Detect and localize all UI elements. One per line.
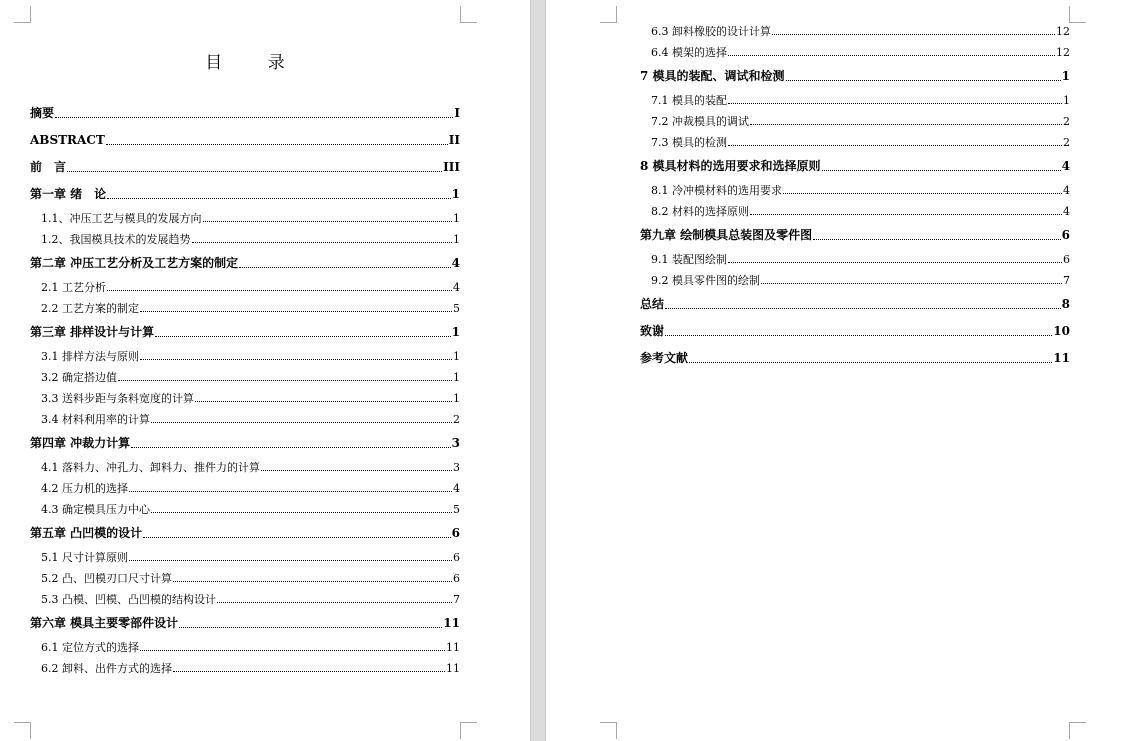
toc-dot-leader: [728, 261, 1062, 263]
toc-page-number: 1: [451, 325, 460, 339]
toc-dot-leader: [107, 197, 450, 199]
toc-page-number: 1: [453, 233, 460, 246]
toc-dot-leader: [151, 421, 452, 423]
toc-page-number: 8: [1061, 297, 1070, 311]
toc-entry-section[interactable]: [30, 637, 460, 658]
toc-entry-label: 第六章 模具主要零部件设计: [30, 616, 179, 630]
toc-dot-leader: [131, 446, 450, 448]
toc-page-number: 1: [453, 212, 460, 225]
toc-entry-label: 7.1 模具的装配: [651, 94, 727, 107]
toc-page-number: 6: [453, 572, 460, 585]
toc-dot-leader: [813, 238, 1060, 240]
toc-dot-leader: [118, 379, 452, 381]
toc-dot-leader: [140, 310, 452, 312]
toc-page-number: 2: [1063, 136, 1070, 149]
toc-dot-leader: [67, 170, 442, 172]
toc-dot-leader: [750, 213, 1062, 215]
toc-page-number: 1: [453, 371, 460, 384]
toc-page-number: 1: [1063, 94, 1070, 107]
document-page-right: [546, 0, 1121, 741]
toc-title: 目 录: [205, 53, 305, 73]
toc-page-number: 1: [453, 350, 460, 363]
toc-entry-chapter[interactable]: [30, 100, 460, 127]
toc-entry-label: 总结: [640, 297, 665, 311]
toc-list-right: [640, 21, 1070, 372]
toc-page-number: 2: [453, 413, 460, 426]
toc-entry-label: 第二章 冲压工艺分析及工艺方案的制定: [30, 256, 239, 270]
toc-dot-leader: [143, 536, 450, 538]
toc-entry-label: 7.2 冲裁模具的调试: [651, 115, 749, 128]
toc-entry-label: 2.2 工艺方案的制定: [41, 302, 139, 315]
toc-dot-leader: [173, 670, 445, 672]
page-corner-mark: [460, 6, 477, 23]
toc-entry-chapter[interactable]: [30, 250, 460, 277]
toc-page-number: 11: [446, 641, 460, 654]
toc-entry-section[interactable]: [30, 499, 460, 520]
toc-entry-chapter[interactable]: [30, 520, 460, 547]
page-corner-mark: [460, 722, 477, 739]
toc-entry-label: 摘要: [30, 106, 55, 120]
toc-page-number: 10: [1053, 324, 1070, 338]
toc-entry-chapter[interactable]: [30, 319, 460, 346]
toc-entry-section[interactable]: [30, 367, 460, 388]
toc-page-number: 4: [1063, 205, 1070, 218]
toc-page-number: 1: [453, 392, 460, 405]
toc-dot-leader: [728, 102, 1062, 104]
toc-entry-chapter[interactable]: [640, 153, 1070, 180]
toc-entry-label: 4.1 落料力、冲孔力、卸料力、推件力的计算: [41, 461, 260, 474]
toc-page-number: 1: [1061, 69, 1070, 83]
toc-page-number: 11: [1053, 351, 1070, 365]
toc-dot-leader: [195, 400, 452, 402]
toc-entry-label: 5.2 凸、凹模刃口尺寸计算: [41, 572, 172, 585]
toc-page-number: 11: [446, 662, 460, 675]
toc-entry-label: ABSTRACT: [30, 133, 105, 147]
toc-page-number: 3: [453, 461, 460, 474]
toc-entry-label: 8 模具材料的选用要求和选择原则: [640, 159, 821, 173]
toc-entry-label: 8.1 冷冲模材料的选用要求: [651, 184, 782, 197]
page-corner-mark: [1069, 722, 1086, 739]
toc-entry-label: 参考文献: [640, 351, 689, 365]
toc-entry-section[interactable]: [640, 21, 1070, 42]
toc-dot-leader: [786, 79, 1061, 81]
toc-page-number: 5: [453, 503, 460, 516]
toc-entry-label: 第九章 绘制模具总装图及零件图: [640, 228, 813, 242]
toc-dot-leader: [179, 626, 442, 628]
toc-entry-section[interactable]: [640, 90, 1070, 111]
toc-entry-label: 7 模具的装配、调试和检测: [640, 69, 785, 83]
toc-entry-chapter[interactable]: [640, 63, 1070, 90]
toc-entry-label: 第三章 排样设计与计算: [30, 325, 155, 339]
toc-entry-label: 第一章 绪 论: [30, 187, 107, 201]
toc-entry-chapter[interactable]: [640, 318, 1070, 345]
toc-entry-section[interactable]: [640, 132, 1070, 153]
toc-entry-chapter[interactable]: [640, 222, 1070, 249]
page-corner-mark: [600, 6, 617, 23]
toc-dot-leader: [239, 266, 450, 268]
toc-entry-chapter[interactable]: [30, 610, 460, 637]
toc-page-number: 3: [451, 436, 460, 450]
toc-dot-leader: [55, 116, 453, 118]
toc-page-number: 6: [451, 526, 460, 540]
page-corner-mark: [1069, 6, 1086, 23]
toc-entry-section[interactable]: [30, 277, 460, 298]
toc-dot-leader: [772, 33, 1055, 35]
toc-dot-leader: [728, 144, 1062, 146]
toc-entry-section[interactable]: [640, 42, 1070, 63]
toc-dot-leader: [106, 143, 448, 145]
toc-entry-label: 3.2 确定搭边值: [41, 371, 117, 384]
toc-page-number: 11: [443, 616, 460, 630]
toc-entry-section[interactable]: [640, 249, 1070, 270]
toc-page-number: II: [448, 133, 460, 147]
toc-page-number: 4: [1061, 159, 1070, 173]
toc-entry-label: 第四章 冲裁力计算: [30, 436, 131, 450]
toc-entry-chapter[interactable]: [640, 291, 1070, 318]
toc-list-left: [30, 100, 460, 679]
toc-entry-label: 5.3 凸模、凹模、凸凹模的结构设计: [41, 593, 216, 606]
toc-entry-section[interactable]: [30, 298, 460, 319]
toc-page-number: 6: [453, 551, 460, 564]
toc-entry-label: 1.2、我国模具技术的发展趋势: [41, 233, 191, 246]
toc-entry-section[interactable]: [30, 388, 460, 409]
toc-entry-section[interactable]: [30, 229, 460, 250]
toc-dot-leader: [140, 358, 452, 360]
toc-dot-leader: [107, 289, 452, 291]
toc-dot-leader: [192, 241, 453, 243]
toc-page-number: 6: [1063, 253, 1070, 266]
toc-entry-chapter[interactable]: [30, 430, 460, 457]
toc-entry-label: 9.2 模具零件图的绘制: [651, 274, 760, 287]
toc-entry-section[interactable]: [640, 180, 1070, 201]
toc-entry-section[interactable]: [30, 478, 460, 499]
toc-entry-section[interactable]: [640, 201, 1070, 222]
toc-dot-leader: [129, 490, 452, 492]
toc-entry-section[interactable]: [30, 658, 460, 679]
toc-entry-label: 6.4 模架的选择: [651, 46, 727, 59]
toc-entry-section[interactable]: [640, 270, 1070, 291]
toc-entry-chapter[interactable]: [640, 345, 1070, 372]
toc-page-number: 1: [451, 187, 460, 201]
toc-entry-label: 6.2 卸料、出件方式的选择: [41, 662, 172, 675]
toc-dot-leader: [665, 334, 1052, 336]
toc-dot-leader: [665, 307, 1061, 309]
toc-entry-label: 前 言: [30, 160, 67, 174]
toc-entry-section[interactable]: [30, 547, 460, 568]
toc-entry-label: 3.1 排样方法与原则: [41, 350, 139, 363]
toc-dot-leader: [217, 601, 452, 603]
toc-entry-section[interactable]: [640, 111, 1070, 132]
toc-entry-chapter[interactable]: [30, 154, 460, 181]
toc-dot-leader: [203, 220, 453, 222]
toc-entry-section[interactable]: [30, 346, 460, 367]
toc-dot-leader: [728, 54, 1055, 56]
toc-entry-label: 2.1 工艺分析: [41, 281, 106, 294]
toc-page-number: 2: [1063, 115, 1070, 128]
toc-entry-label: 7.3 模具的检测: [651, 136, 727, 149]
toc-page-number: III: [443, 160, 460, 174]
toc-entry-section[interactable]: [30, 409, 460, 430]
toc-entry-chapter[interactable]: [30, 181, 460, 208]
toc-entry-chapter[interactable]: [30, 127, 460, 154]
toc-page-number: 4: [453, 281, 460, 294]
toc-dot-leader: [689, 361, 1052, 363]
toc-entry-section[interactable]: [30, 589, 460, 610]
page-corner-mark: [14, 6, 31, 23]
toc-entry-label: 9.1 装配图绘制: [651, 253, 727, 266]
toc-dot-leader: [140, 649, 445, 651]
toc-dot-leader: [155, 335, 450, 337]
toc-entry-label: 1.1、冲压工艺与模具的发展方向: [41, 212, 202, 225]
toc-page-number: 4: [1063, 184, 1070, 197]
toc-entry-label: 第五章 凸凹模的设计: [30, 526, 143, 540]
document-page-left: [0, 0, 530, 741]
page-gutter: [530, 0, 546, 741]
toc-dot-leader: [761, 282, 1062, 284]
toc-entry-label: 6.3 卸料橡胶的设计计算: [651, 25, 771, 38]
toc-page-number: 12: [1056, 46, 1070, 59]
toc-dot-leader: [783, 192, 1062, 194]
toc-page-number: 5: [453, 302, 460, 315]
toc-page-number: I: [454, 106, 460, 120]
toc-entry-label: 3.3 送料步距与条料宽度的计算: [41, 392, 194, 405]
toc-dot-leader: [151, 511, 452, 513]
page-corner-mark: [600, 722, 617, 739]
toc-page-number: 6: [1061, 228, 1070, 242]
page-corner-mark: [14, 722, 31, 739]
toc-entry-label: 致谢: [640, 324, 665, 338]
toc-entry-section[interactable]: [30, 208, 460, 229]
toc-page-number: 7: [453, 593, 460, 606]
toc-page-number: 4: [451, 256, 460, 270]
toc-dot-leader: [129, 559, 452, 561]
toc-page-number: 12: [1056, 25, 1070, 38]
toc-entry-section[interactable]: [30, 457, 460, 478]
toc-entry-section[interactable]: [30, 568, 460, 589]
toc-dot-leader: [822, 169, 1061, 171]
toc-page-number: 7: [1063, 274, 1070, 287]
toc-dot-leader: [750, 123, 1062, 125]
toc-page-number: 4: [453, 482, 460, 495]
toc-dot-leader: [261, 469, 452, 471]
toc-entry-label: 5.1 尺寸计算原则: [41, 551, 128, 564]
toc-dot-leader: [173, 580, 452, 582]
toc-entry-label: 4.2 压力机的选择: [41, 482, 128, 495]
toc-entry-label: 4.3 确定模具压力中心: [41, 503, 150, 516]
toc-entry-label: 3.4 材料利用率的计算: [41, 413, 150, 426]
toc-entry-label: 6.1 定位方式的选择: [41, 641, 139, 654]
toc-entry-label: 8.2 材料的选择原则: [651, 205, 749, 218]
